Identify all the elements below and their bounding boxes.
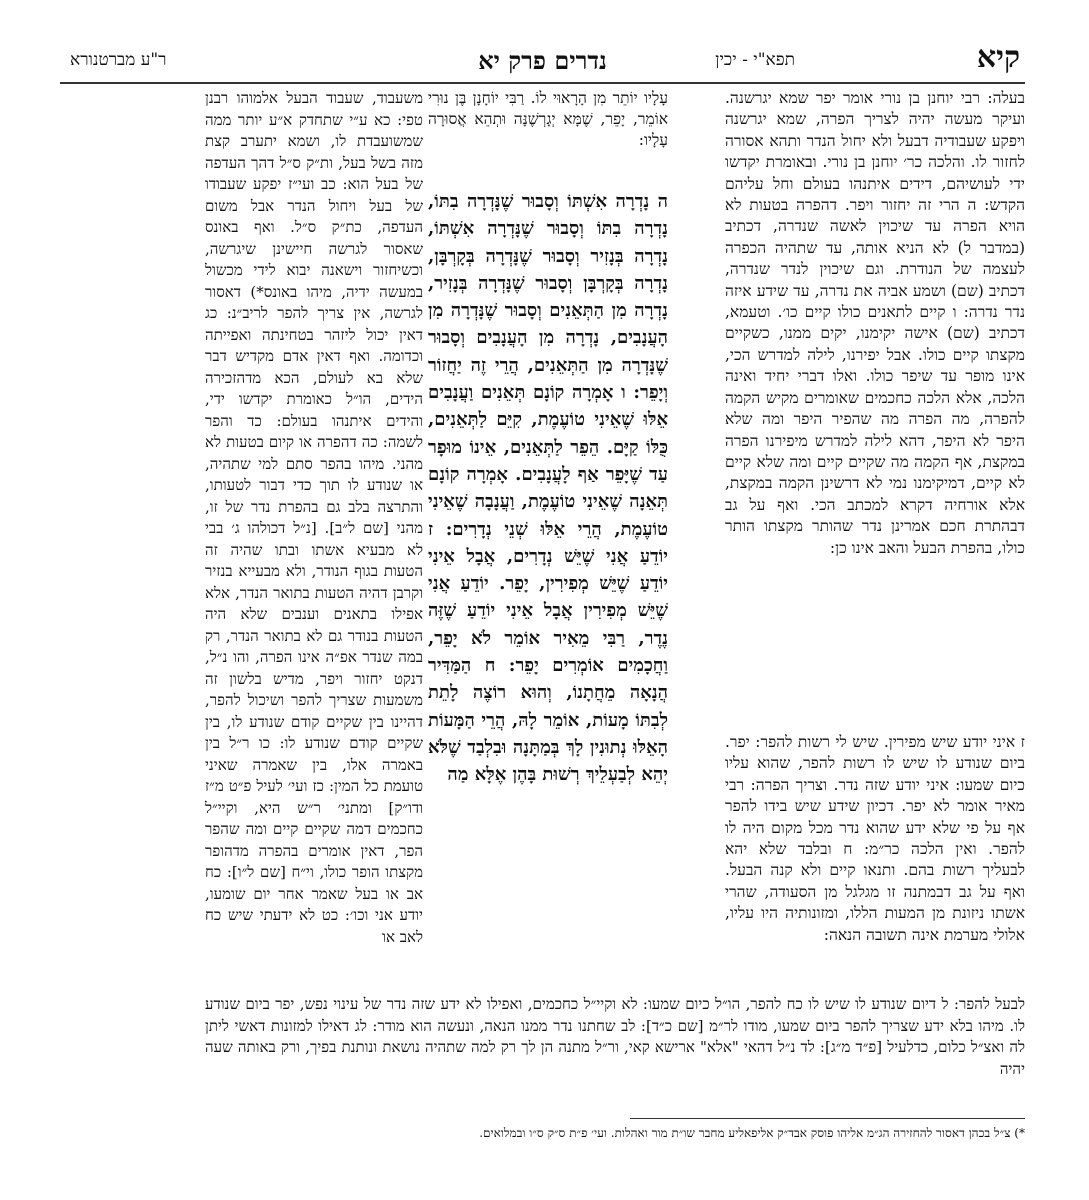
bartenura-column-continued: ז איני יודע שיש מפירין. שיש לי רשות להפר: יפר. ביום שנודע לו שיש לו רשות להפר, שהוא עליו כיום שמעו: איני יודע שזה נדר. וצריך הפרה: רבי מאיר אומר לא יפר. דכיון שידע שיש בידו להפר אף על פי שלא ידע שהוא נדר מכל מקום היה לו להפר. ואין הלכה כר״מ: ח ובלבד שלא יהא לבעליך רשות בהם. ותנאו קיים ולא קנה הבעל. ואף על גב דבמתנה זו מגלגל מן הסעודה, שהרי אשתו ניזונת מן המעות הללו, ומזונותיה היו עליו, אלולי מערמת אינה תשובה הנאה: xyxy=(725,733,1025,944)
yachin-label: תפא"י - יכין xyxy=(715,50,795,70)
footnote: *) צ״ל בכהן דאסור להחזירה הג״מ אליהו פוסק אבד״ק אליפאליע מחבר שו״ת מור ואהלות. ועי׳ פ״ת ס״ק ס״ו ובמלואים. xyxy=(479,1126,1025,1140)
page-number: קיא xyxy=(976,40,1020,75)
commentary-label: ר"ע מברטנורא xyxy=(70,50,167,70)
page-title: נדרים פרק יא xyxy=(478,46,607,75)
bartenura-column: בעלה: רבי יוחנן בן נורי אומר יפר שמא יגרשנה. ועיקר מעשה יהיה לצריך הפרה, שמא יגרשנה ויפקע שעבודיה דבעל ולא יחול הנדר ותהא אסורה לחזור לו. והלכה כר׳ יוחנן בן נורי. ובאומרת יקדשו ידי לעושיהם, דידים איתנהו בעולם וחל עליהם הקדש: ה הרי זה יחזור ויפר. דהפרה בטעות לא הויא הפרה עד שיכוין לאשה שנדרה, דכתיב (במדבר ל) לא הניא אותה, עד שתהיה הכפרה לעצמה של הנודרת. וגם שיכוין לנדר שנדרה, דכתיב (שם) ושמע אביה את נדרה, עד שידע איזה נדר נדרה: ו קיים לתאנים כולו קיים כו׳. וטעמא, דכתיב (שם) אישה יקימנו, יקים ממנו, כשקיים מקצתו קיים כולו. אבל יפירנו, לילה למדרש הכי, אינו מופר עד שיפר כולו. ואלו דברי יחיד ואינה הלכה, אלא הלכה כחכמים שאומרים מקיש הקמה להפרה, מה הפרה מה שהפיר היפר ומה שלא היפר לא היפר, דהא לילה למדרש מיפירנו הפרה במקצת, אף הקמה מה שקיים קיים ומה שלא קיים לא קיים, דמיקימנו נמי לא דרשינן הקמה במקצת, אלא אורחיה דקרא למכתב הכי. ואף על גב דבהתרת חכם אמרינן נדר שהותר מקצתו הותר כולו, בהפרת הבעל והאב אינו כן: xyxy=(725,89,1025,557)
header-rule xyxy=(60,82,1025,84)
yachin-column: משעבוד, שעבוד הבעל אלמוהו רבנן טפי: כא ע״י שתחדק א״ע יותר ממה שמשועבדת לו, ושמא יתערב קצת מזה בשל בעל, ות״ק ס״ל דהך העדפה של בעל הוא: כב ועי״ז יפקע שעבודו של בעל ויחול הנדר אבל משום העדפה, כת״ק ס״ל. ואף באונס שאסור לגרשה חיישינן שיגרשה, וכשיחזור וישאנה יבוא לידי מכשול במעשה ידיה, מיהו באונס*) דאסור לגרשה, אין צריך להפר לריב״נ: כג דאין יכול ליזהר בטחינתה ואפייתה וכדומה. ואף דאין אדם מקדיש דבר שלא בא לעולם, הכא מדהזכירה הידים, הו״ל כאומרת יקדשו ידי, והידים איתנהו בעולם: כד והפר לשמה: כה דהפרה או קיום בטעות לא מהני. מיהו בהפר סתם למי שתהיה, או שנודע לו תוך כדי דבור לטעותו, והתרצה בלב גם בהפרת נדר של זו, מהני [שם ל״ב]. [נ״ל דכולהו ג׳ בבי לא מבעיא אשתו ובתו שהיה זה הטעות בגוף הנודר, ולא מבעייא בנזיר וקרבן דהיה הטעות בתואר הנדר, אלא אפילו בתאנים וענבים שלא היה הטעות בנודר גם לא בתואר הנדר, רק במה שנדר אפ״ה אינו הפרה, והו נ״ל, דנקט יחזור ויפר, מדיש בלשון זה משמעות שצריך להפר ושיכול להפר, דהיינו בין שקיים קודם שנודע לו, בין שקיים קודם שנודע לו: כו ר״ל בין באמרה אלו, בין שאמרה שאיני טועמת כל המין: כז ועי׳ לעיל פ״ט מ״ז ודו״ק] ומתני׳ ר״ש היא, וקיי״ל כחכמים דמה שקיים קיים ומה שהפר הפר, דאין אומרים בהפרה מדהופר מקצתו הופר כולו, וי״ח [שם ל״ו]: כח אב או בעל שאמר אחר יום שומעו, יודע אני וכו׳: כט לא ידעתי שיש כח לאב או xyxy=(205,89,423,946)
page-header xyxy=(60,40,1025,80)
mishnah-text: ה נָדְרָה אִשְׁתּוֹ וְסָבוּר שֶׁנָּדְרָה בִתּוֹ, נָדְרָה בִתּוֹ וְסָבוּר שֶׁנָּדְרָה אִשְׁתּוֹ, נָדְרָה בְּנָזִיר וְסָבוּר שֶׁנָּדְרָה בְּקָרְבָּן, נָדְרָה בְּקָרְבָּן וְסָבוּר שֶׁנָּדְרָה בְּנָזִיר, נָדְרָה מִן הַתְּאֵנִים וְסָבוּר שֶׁנָּדְרָה מִן הָעֲנָבִים, נָדְרָה מִן הָעֲנָבִים וְסָבוּר שֶׁנָּדְרָה מִן הַתְּאֵנִים, הֲרֵי זֶה יַחֲזוֹר וְיָפֵר: ו אָמְרָה קוֹנָם תְּאֵנִים וַעֲנָבִים אֵלּוּ שֶׁאֵינִי טוֹעֶמֶת, קִיֵּם לַתְּאֵנִים, כֻּלּוֹ קַיָּם. הֵפֵר לַתְּאֵנִים, אֵינוֹ מוּפָר עַד שֶׁיָּפֵר אַף לָעֲנָבִים. אָמְרָה קוֹנָם תְּאֵנָה שֶׁאֵינִי טוֹעֶמֶת, וַעֲנָבָה שֶׁאֵינִי טוֹעֶמֶת, הֲרֵי אֵלּוּ שְׁנֵי נְדָרִים: ז יוֹדֵעַ אֲנִי שֶׁיֵּשׁ נְדָרִים, אֲבָל אֵינִי יוֹדֵעַ שֶׁיֵּשׁ מְפִירִין, יָפֵר. יוֹדֵעַ אֲנִי שֶׁיֵּשׁ מְפִירִין אֲבָל אֵינִי יוֹדֵעַ שֶׁזֶּה נֶדֶר, רַבִּי מֵאִיר אוֹמֵר לֹא יָפֵר, וַחֲכָמִים אוֹמְרִים יָפֵר: ח הַמַּדִּיר הֲנָאָה מֵחֲתָנוֹ, וְהוּא רוֹצֶה לָתֵת לְבִתּוֹ מָעוֹת, אוֹמֵר לָהּ, הֲרֵי הַמָּעוֹת הָאֵלּוּ נְתוּנִין לָךְ בְּמַתָּנָה וּבִלְבַד שֶׁלֹּא יְהֵא לְבַעְלֵיךְ רְשׁוּת בָּהֶן אֶלָּא מַה xyxy=(428,191,668,786)
footnote-rule xyxy=(630,1118,1025,1119)
mishnah-opening: עָלָיו יוֹתֵר מִן הָרָאוּי לוֹ. רַבִּי יוֹחָנָן בֶּן נוּרִי אוֹמֵר, יָפֵר, שֶׁמָּא יְגָרְשֶׁנָּה וּתְהֵא אֲסוּרָה עָלָיו: xyxy=(428,89,668,149)
yachin-continuation: לבעל להפר: ל דיום שנודע לו שיש לו כח להפר, הו״ל כיום שמעו: לא וקיי״ל כחכמים, ואפילו לא ידע שזה נדר של עינוי נפש, יפר ביום שנודע לו. מיהו בלא ידע שצריך להפר ביום שמעו, מודו לר״מ [שם כ״ד]: לב שחתנו נדר ממנו הנאה, ונעשה הוא מודר: לג דאילו למזונות דאשי ליתן לה ואצ״ל כלום, כדלעיל [פ״ד מ״ג]: לד נ״ל דהאי "אלא" ארישא קאי, ור״ל מתנה הן לך רק למה שתהיה נושאת ונותנת בפיך, ורק באותה שעה יהיה xyxy=(205,995,1025,1078)
